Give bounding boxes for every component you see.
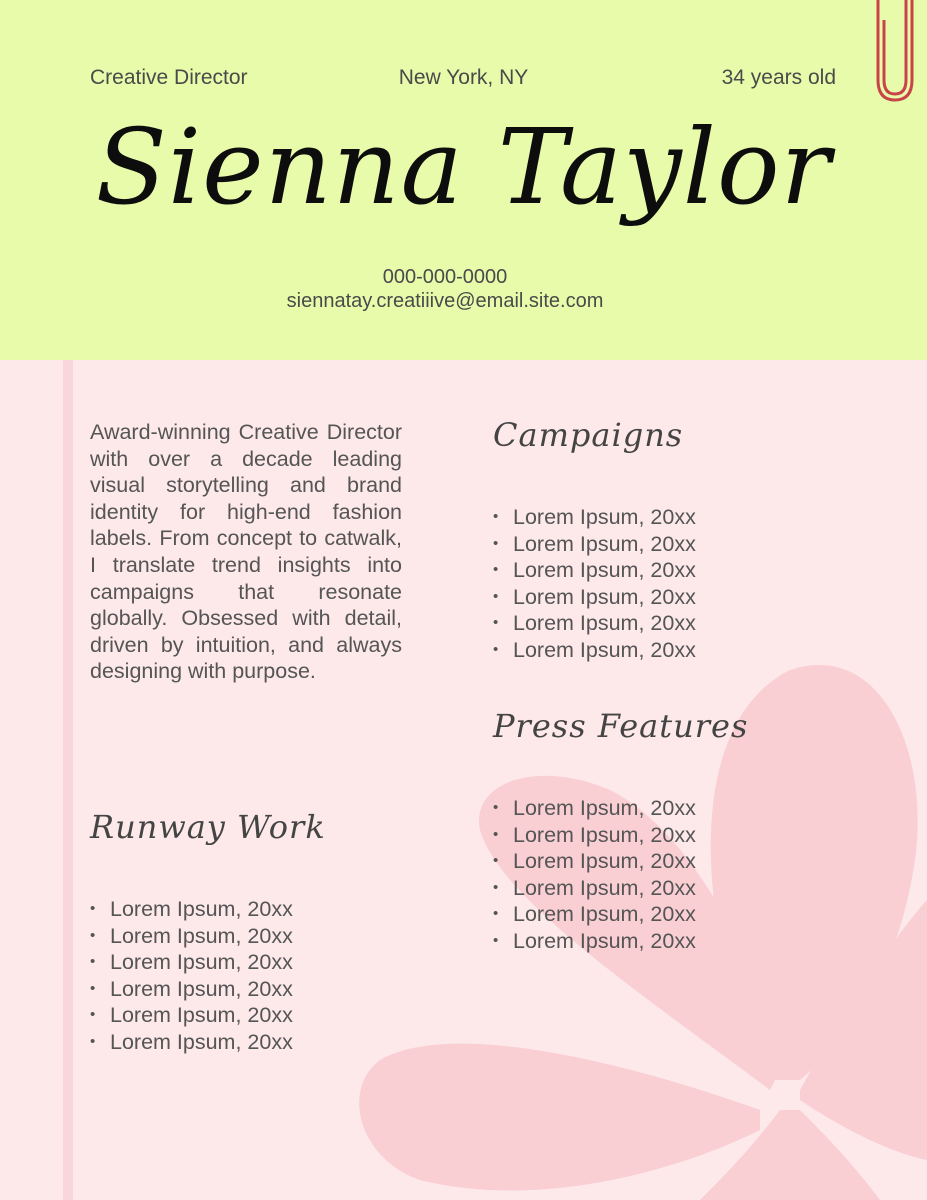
press-features-list xyxy=(493,795,696,955)
list-item: • Lorem Ipsum, 20xx xyxy=(493,928,696,955)
list-item: • Lorem Ipsum, 20xx xyxy=(493,901,696,928)
age: 34 years old xyxy=(721,66,836,89)
campaigns-heading: Campaigns xyxy=(493,416,684,454)
list-item: • Lorem Ipsum, 20xx xyxy=(493,637,696,664)
candidate-name: Sienna Taylor xyxy=(95,106,832,228)
list-item: • Lorem Ipsum, 20xx xyxy=(493,610,696,637)
runway-work-list xyxy=(90,896,293,1056)
list-item: • Lorem Ipsum, 20xx xyxy=(493,504,696,531)
list-item: • Lorem Ipsum, 20xx xyxy=(493,875,696,902)
location: New York, NY xyxy=(398,66,529,89)
list-item: • Lorem Ipsum, 20xx xyxy=(90,923,293,950)
email-address: siennatay.creatiiive@email.site.com xyxy=(286,290,604,312)
profile-summary: Award-winning Creative Director with over a decade leading visual storytelling and brand identity for high-end fashion labels. From concept to catwalk, I translate trend insights into campaigns that resonate globally. Obsessed with detail, driven by intuition, and always designing with purpose. xyxy=(90,420,402,684)
list-item: • Lorem Ipsum, 20xx xyxy=(493,584,696,611)
left-accent-stripe xyxy=(63,360,73,1200)
list-item: • Lorem Ipsum, 20xx xyxy=(493,795,696,822)
list-item: • Lorem Ipsum, 20xx xyxy=(90,896,293,923)
press-features-heading: Press Features xyxy=(493,707,749,745)
runway-work-heading: Runway Work xyxy=(90,808,326,846)
job-title: Creative Director xyxy=(90,66,248,89)
list-item: • Lorem Ipsum, 20xx xyxy=(90,949,293,976)
paperclip-icon xyxy=(870,0,920,110)
list-item: • Lorem Ipsum, 20xx xyxy=(493,531,696,558)
campaigns-list xyxy=(493,504,696,664)
list-item: • Lorem Ipsum, 20xx xyxy=(90,1029,293,1056)
list-item: • Lorem Ipsum, 20xx xyxy=(90,976,293,1003)
phone-number: 000-000-0000 xyxy=(382,266,508,288)
list-item: • Lorem Ipsum, 20xx xyxy=(493,822,696,849)
list-item: • Lorem Ipsum, 20xx xyxy=(493,848,696,875)
list-item: • Lorem Ipsum, 20xx xyxy=(493,557,696,584)
list-item: • Lorem Ipsum, 20xx xyxy=(90,1002,293,1029)
